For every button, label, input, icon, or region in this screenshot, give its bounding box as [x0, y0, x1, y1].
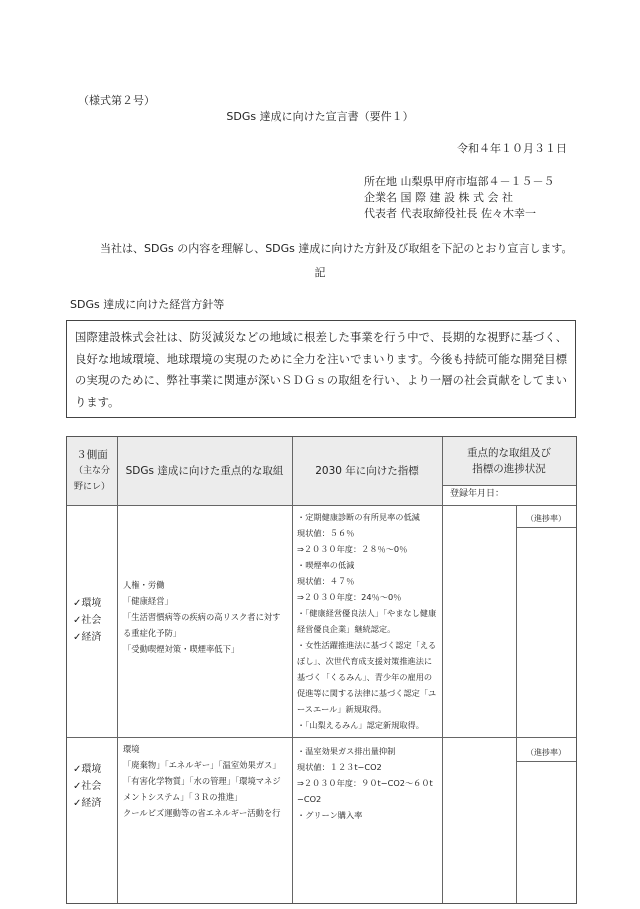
- ki-marker: 記: [314, 266, 326, 279]
- row1-check-environment: ✓環境: [73, 598, 102, 609]
- row2-progress-label: （進捗率）: [526, 748, 566, 757]
- header-progress-line1: 重点的な取組及び: [467, 447, 551, 459]
- declaration-date: 令和４年１０月３１日: [457, 142, 567, 155]
- registration-date-label: 登録年月日：: [450, 489, 505, 499]
- row1-indicator-line: ⇒２０３０年度：２８％～0％: [297, 544, 408, 554]
- row1-indicator-line: ぼし」、次世代育成支援対策推進法に: [297, 656, 433, 666]
- row1-indicator-line: ・「健康経営優良法人」「やまなし健康: [297, 608, 437, 618]
- row2-check-environment: ✓環境: [73, 764, 102, 775]
- row2-indicators: [297, 743, 441, 823]
- row1-progress-label: （進捗率）: [526, 514, 566, 523]
- row1-indicators: [297, 509, 441, 733]
- header-progress-line2: 指標の進捗状況: [472, 463, 546, 475]
- row2-check-economy: ✓経済: [73, 798, 102, 809]
- row1-check-society: ✓社会: [73, 615, 102, 626]
- row2-initiative-line: 環境: [123, 744, 140, 754]
- header-aspects-line3: 野にレ）: [73, 482, 110, 492]
- row1-indicator-line: 経営優良企業」継続認定。: [297, 624, 396, 634]
- header-initiatives: SDGs 達成に向けた重点的な取組: [117, 437, 292, 505]
- row1-initiative-line: 「生活習慣病等の疾病の高リスク者に対す: [123, 612, 281, 622]
- page-title: SDGs 達成に向けた宣言書（要件１）: [226, 110, 414, 123]
- row1-indicator-line: 促進等に関する法律に基づく認定「ユ: [297, 688, 437, 698]
- row2-aspect-checks: [73, 761, 117, 812]
- policy-heading: SDGs 達成に向けた経営方針等: [70, 298, 225, 311]
- header-aspects-line2: （主な分: [73, 466, 110, 476]
- sdgs-table: [66, 436, 577, 904]
- row1-indicator-line: 基づく「くるみん」、青少年の雇用の: [297, 672, 433, 682]
- policy-box: 国際建設株式会社は、防災減災などの地域に根差した事業を行う中で、長期的な視野に基づく、良好な地域環境、地球環境の実現のために全力を注いでまいります。今後も持続可能な開発目標の実現のために、弊社事業に関連が深いＳＤＧｓの取組を行い、より一層の社会貢献をしてまいります。: [66, 320, 576, 418]
- header-aspects-line1: ３側面: [76, 449, 108, 461]
- row2-indicator-line: ・温室効果ガス排出量抑制: [297, 746, 396, 756]
- row2-initiative-line: 「廃棄物」「エネルギー」「温室効果ガス」: [123, 760, 281, 770]
- row1-initiative-line: る重症化予防」: [123, 628, 182, 638]
- sender-address: 所在地 山梨県甲府市塩部４－１５－５: [364, 175, 555, 188]
- row1-indicator-line: ースエール」新規取得。: [297, 704, 387, 714]
- row1-indicator-line: 現状値：４７％: [297, 576, 355, 586]
- row2-initiative-line: クールビズ運動等の省エネルギー活動を行: [123, 808, 281, 818]
- row1-initiatives: [123, 577, 291, 657]
- row1-initiative-line: 人権・労働: [123, 580, 165, 590]
- header-progress: [442, 437, 576, 485]
- row1-check-economy: ✓経済: [73, 632, 102, 643]
- sender-company: 企業名 国 際 建 設 株 式 会 社: [364, 191, 513, 204]
- row2-initiative-line: 「有害化学物質」「水の管理」「環境マネジ: [123, 776, 281, 786]
- row1-initiative-line: 「健康経営」: [123, 596, 173, 606]
- form-number: （様式第２号）: [78, 94, 155, 107]
- declaration-text: 当社は、SDGs の内容を理解し、SDGs 達成に向けた方針及び取組を下記のとおり宣言します。: [100, 242, 573, 255]
- header-indicators: 2030 年に向けた指標: [292, 437, 442, 505]
- row2-indicator-line: −CO2: [297, 794, 322, 804]
- sender-block: [364, 174, 555, 222]
- row1-initiative-line: 「受動喫煙対策・喫煙率低下」: [123, 644, 240, 654]
- header-aspects: [67, 437, 117, 505]
- row1-aspect-checks: [73, 595, 117, 646]
- row1-indicator-line: 現状値：５６％: [297, 528, 355, 538]
- row1-indicator-line: ・女性活躍推進法に基づく認定「える: [297, 640, 437, 650]
- row2-check-society: ✓社会: [73, 781, 102, 792]
- row2-indicator-line: 現状値：１２３t−CO2: [297, 762, 382, 772]
- row1-indicator-line: ・「山梨えるみん」認定新規取得。: [297, 720, 424, 730]
- row2-indicator-line: ・グリーン購入率: [297, 810, 363, 820]
- row2-indicator-line: ⇒２０３０年度：９０t−CO2～６０t: [297, 778, 433, 788]
- row2-initiatives: [123, 741, 291, 821]
- row1-indicator-line: ・定期健康診断の有所見率の低減: [297, 512, 420, 522]
- row1-indicator-line: ・喫煙率の低減: [297, 560, 355, 570]
- row2-initiative-line: メントシステム」「３Ｒの推進」: [123, 792, 243, 802]
- sender-representative: 代表者 代表取締役社長 佐々木幸一: [364, 207, 536, 220]
- row1-indicator-line: ⇒２０３０年度：24％～0％: [297, 592, 402, 602]
